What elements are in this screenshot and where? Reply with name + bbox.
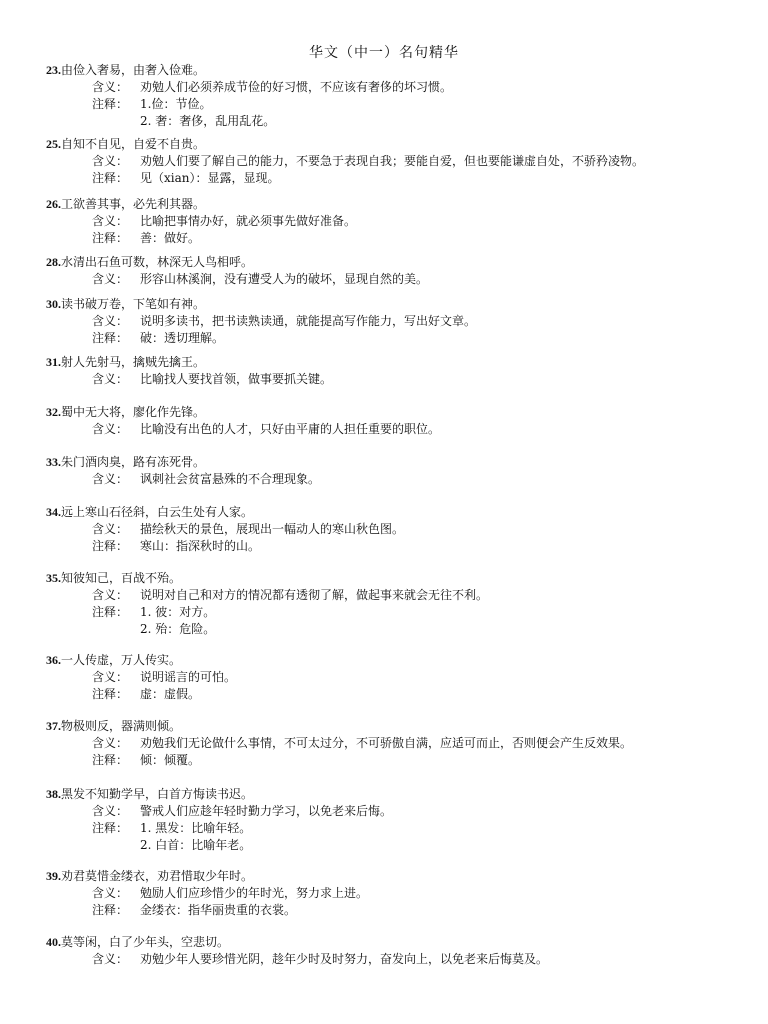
entry-number: 39.	[46, 869, 61, 883]
meaning-label: 含义：	[92, 736, 129, 750]
document-title: 华文（中一）名句精华	[309, 45, 459, 61]
note-text: 善：做好。	[140, 231, 201, 245]
meaning-label: 含义：	[92, 588, 129, 602]
meaning-text: 比喻没有出色的人才，只好由平庸的人担任重要的职位。	[140, 422, 441, 436]
note-text: 虚：虚假。	[140, 687, 201, 701]
note-text: 1.俭：节俭。	[140, 97, 212, 111]
entry-number: 36.	[46, 653, 61, 667]
quote-text: 知彼知己，百战不殆。	[61, 571, 182, 585]
note-label: 注释：	[92, 539, 129, 553]
entry-number: 33.	[46, 455, 61, 469]
entry-number: 32.	[46, 405, 61, 419]
meaning-label: 含义：	[92, 154, 129, 168]
meaning-label: 含义：	[92, 472, 129, 486]
quote-entry-40	[46, 934, 736, 968]
note-label: 注释：	[92, 231, 129, 245]
meaning-label: 含义：	[92, 886, 129, 900]
meaning-text: 描绘秋天的景色，展现出一幅动人的寒山秋色图。	[140, 522, 405, 536]
meaning-text: 比喻把事情办好，就必须事先做好准备。	[140, 214, 357, 228]
entry-number: 28.	[46, 255, 61, 269]
meaning-text: 形容山林溪涧，没有遭受人为的破坏，显现自然的美。	[140, 272, 429, 286]
quote-text: 一人传虚，万人传实。	[61, 653, 182, 667]
meaning-text: 讽刺社会贫富悬殊的不合理现象。	[140, 472, 321, 486]
note-label: 注释：	[92, 97, 129, 111]
quote-entry-25	[46, 136, 736, 187]
note-text: 2. 殆：危险。	[140, 622, 216, 636]
meaning-text: 说明谣言的可怕。	[140, 670, 237, 684]
note-text: 2. 白首：比喻年老。	[140, 838, 252, 852]
quote-text: 工欲善其事，必先利其器。	[61, 197, 206, 211]
note-label: 注释：	[92, 753, 129, 767]
meaning-text: 比喻找人要找首领，做事要抓关键。	[140, 372, 333, 386]
note-text: 见（xian）：显露，显现。	[140, 171, 280, 185]
meaning-label: 含义：	[92, 314, 129, 328]
quote-entry-38	[46, 786, 736, 854]
quote-text: 由俭入奢易，由奢入俭难。	[61, 63, 206, 77]
quote-text: 蜀中无大将，廖化作先锋。	[61, 405, 206, 419]
note-text: 寒山：指深秋时的山。	[140, 539, 261, 553]
entry-number: 23.	[46, 63, 61, 77]
entry-number: 30.	[46, 297, 61, 311]
quote-entry-36	[46, 652, 736, 703]
entry-number: 31.	[46, 355, 61, 369]
note-text: 倾：倾覆。	[140, 753, 201, 767]
meaning-label: 含义：	[92, 670, 129, 684]
note-label: 注释：	[92, 903, 129, 917]
note-label: 注释：	[92, 331, 129, 345]
quote-entry-32	[46, 404, 736, 438]
note-text: 破：透切理解。	[140, 331, 225, 345]
quote-entry-37	[46, 718, 736, 769]
note-label: 注释：	[92, 687, 129, 701]
meaning-text: 说明对自己和对方的情况都有透彻了解，做起事来就会无往不利。	[140, 588, 489, 602]
quote-entry-34	[46, 504, 736, 555]
meaning-text: 劝勉我们无论做什么事情，不可太过分，不可骄傲自满，应适可而止，否则便会产生反效果。	[140, 736, 633, 750]
meaning-text: 说明多读书，把书读熟读通，就能提高写作能力，写出好文章。	[140, 314, 477, 328]
quote-text: 自知不自见，自爱不自贵。	[61, 137, 206, 151]
quote-entry-35	[46, 570, 736, 638]
entry-number: 38.	[46, 787, 61, 801]
entry-number: 34.	[46, 505, 61, 519]
quote-text: 莫等闲，白了少年头，空悲切。	[61, 935, 230, 949]
quote-entry-30	[46, 296, 736, 347]
meaning-label: 含义：	[92, 214, 129, 228]
quote-entry-23	[46, 62, 736, 130]
meaning-label: 含义：	[92, 804, 129, 818]
meaning-text: 劝勉人们要了解自己的能力，不要急于表现自我；要能自爱，但也要能谦虚自处，不骄矜凌物。	[140, 154, 645, 168]
meaning-text: 劝勉少年人要珍惜光阴，趁年少时及时努力，奋发向上，以免老来后悔莫及。	[140, 952, 549, 966]
entry-number: 37.	[46, 719, 61, 733]
entry-number: 40.	[46, 935, 61, 949]
note-text: 金缕衣：指华丽贵重的衣裳。	[140, 903, 297, 917]
quote-entry-39	[46, 868, 736, 919]
quote-text: 水清出石鱼可数，林深无人鸟相呼。	[61, 255, 254, 269]
meaning-text: 警戒人们应趁年轻时勤力学习，以免老来后悔。	[140, 804, 393, 818]
note-text: 2. 奢：奢侈，乱用乱花。	[140, 114, 276, 128]
meaning-text: 劝勉人们必须养成节俭的好习惯，不应该有奢侈的坏习惯。	[140, 80, 453, 94]
entry-number: 35.	[46, 571, 61, 585]
meaning-label: 含义：	[92, 272, 129, 286]
note-text: 1. 彼：对方。	[140, 605, 216, 619]
quote-text: 物极则反，器满则倾。	[61, 719, 182, 733]
quote-entry-26	[46, 196, 736, 247]
meaning-label: 含义：	[92, 372, 129, 386]
quote-text: 朱门酒肉臭，路有冻死骨。	[61, 455, 206, 469]
quote-entry-31	[46, 354, 736, 388]
note-text: 1. 黑发：比喻年轻。	[140, 821, 252, 835]
meaning-label: 含义：	[92, 952, 129, 966]
meaning-label: 含义：	[92, 422, 129, 436]
quote-text: 劝君莫惜金缕衣，劝君惜取少年时。	[61, 869, 254, 883]
quote-entry-28	[46, 254, 736, 288]
quote-text: 黑发不知勤学早，白首方悔读书迟。	[61, 787, 254, 801]
entry-number: 25.	[46, 137, 61, 151]
quote-text: 射人先射马，擒贼先擒王。	[61, 355, 206, 369]
note-label: 注释：	[92, 605, 129, 619]
meaning-text: 勉励人们应珍惜少的年时光，努力求上进。	[140, 886, 369, 900]
note-label: 注释：	[92, 171, 129, 185]
quote-text: 远上寒山石径斜，白云生处有人家。	[61, 505, 254, 519]
note-label: 注释：	[92, 821, 129, 835]
meaning-label: 含义：	[92, 80, 129, 94]
quote-entry-33	[46, 454, 736, 488]
quote-text: 读书破万卷，下笔如有神。	[61, 297, 206, 311]
meaning-label: 含义：	[92, 522, 129, 536]
entry-number: 26.	[46, 197, 61, 211]
